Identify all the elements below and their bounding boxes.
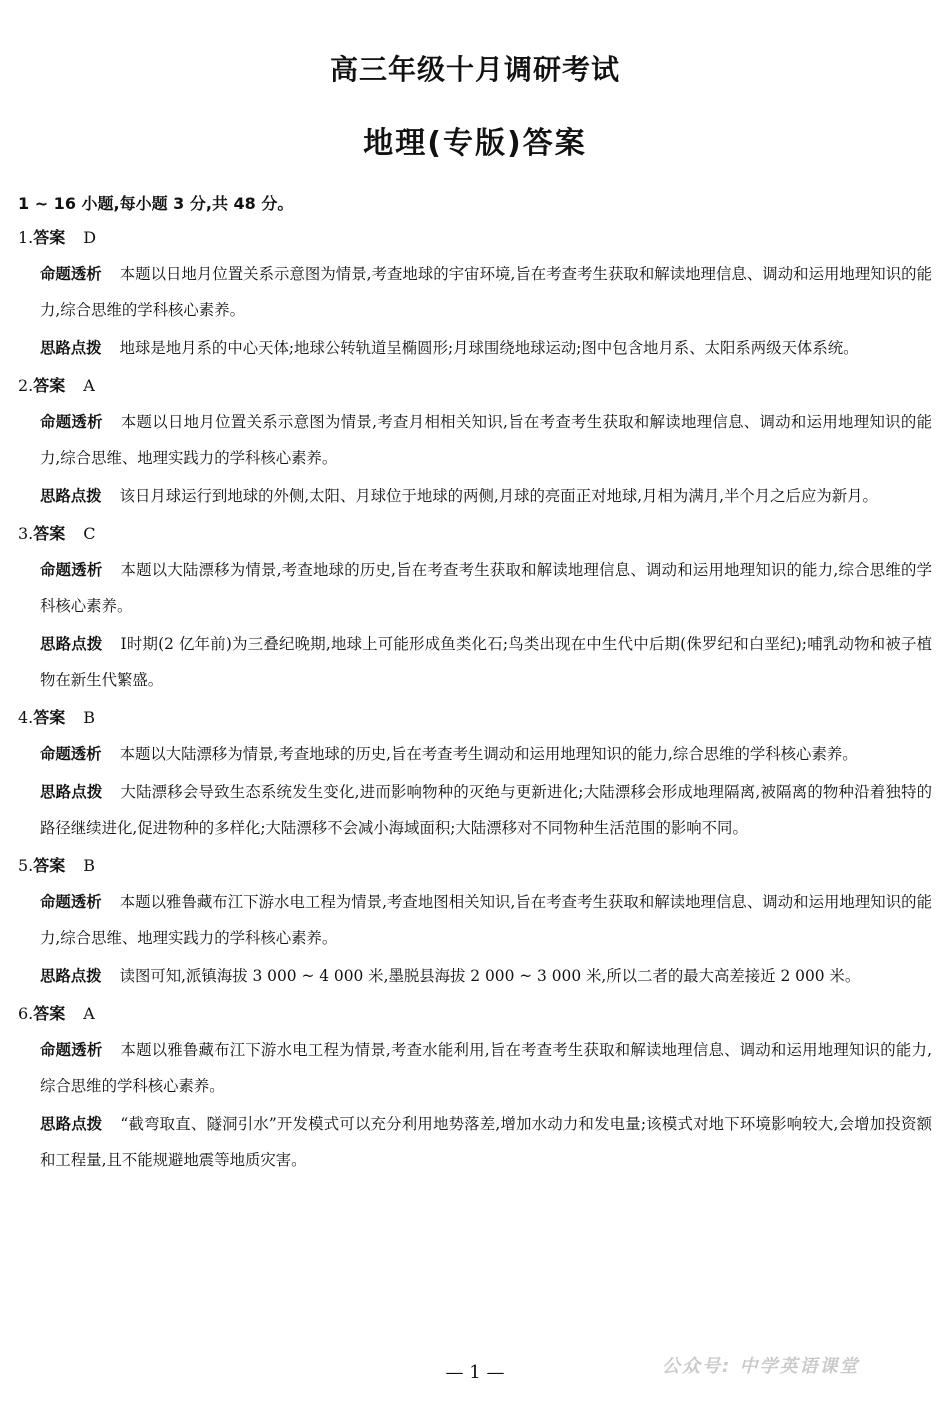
question-number: 6.	[18, 1004, 34, 1023]
answer-value: C	[83, 524, 96, 543]
approach-label: 思路点拨	[40, 635, 103, 653]
question-header	[18, 996, 932, 1032]
analysis-label: 命题透析	[40, 1041, 103, 1059]
analysis-text: 本题以日地月位置关系示意图为情景,考查月相相关知识,旨在考查考生获取和解读地理信息、调动和运用地理知识的能力,综合思维、地理实践力的学科核心素养。	[40, 413, 932, 467]
answer-value: A	[83, 1004, 95, 1023]
approach-label: 思路点拨	[40, 967, 102, 985]
answer-content	[18, 188, 932, 1180]
analysis-label: 命题透析	[40, 265, 102, 283]
question-block	[18, 368, 932, 514]
analysis-label: 命题透析	[40, 561, 103, 579]
watermark: 公众号: 中学英语课堂	[662, 1356, 860, 1377]
question-number: 5.	[18, 856, 34, 875]
analysis-text: 本题以大陆漂移为情景,考查地球的历史,旨在考查考生获取和解读地理信息、调动和运用地理知识的能力,综合思维的学科核心素养。	[40, 561, 932, 615]
approach-text: Ⅰ时期(2 亿年前)为三叠纪晚期,地球上可能形成鱼类化石;鸟类出现在中生代中后期(侏罗纪和白垩纪);哺乳动物和被子植物在新生代繁盛。	[40, 635, 932, 689]
question-header	[18, 848, 932, 884]
analysis-label: 命题透析	[40, 413, 103, 431]
question-block	[18, 996, 932, 1178]
question-header	[18, 220, 932, 256]
question-header	[18, 516, 932, 552]
answer-label: 答案	[33, 708, 66, 727]
analysis-paragraph	[40, 552, 932, 624]
exam-title: 高三年级十月调研考试	[329, 53, 620, 86]
question-header	[18, 700, 932, 736]
approach-label: 思路点拨	[40, 1115, 103, 1133]
analysis-paragraph	[40, 1032, 932, 1104]
approach-paragraph	[40, 1106, 932, 1178]
question-number: 3.	[18, 524, 34, 543]
question-block	[18, 700, 932, 846]
answer-label: 答案	[33, 228, 66, 247]
answer-value: D	[83, 228, 97, 247]
analysis-paragraph	[40, 404, 932, 476]
answer-value: B	[83, 856, 96, 875]
approach-text: 地球是地月系的中心天体;地球公转轨道呈椭圆形;月球围绕地球运动;图中包含地月系、太阳系两级天体系统。	[119, 339, 859, 357]
section-intro: 1 ~ 16 小题,每小题 3 分,共 48 分。	[18, 194, 294, 213]
answer-label: 答案	[33, 376, 66, 395]
analysis-text: 本题以雅鲁藏布江下游水电工程为情景,考查水能利用,旨在考查考生获取和解读地理信息、调动和运用地理知识的能力,综合思维的学科核心素养。	[40, 1041, 932, 1095]
approach-text: 该日月球运行到地球的外侧,太阳、月球位于地球的两侧,月球的亮面正对地球,月相为满月,半个月之后应为新月。	[119, 487, 878, 505]
approach-paragraph	[40, 330, 932, 366]
analysis-text: 本题以大陆漂移为情景,考查地球的历史,旨在考查考生调动和运用地理知识的能力,综合思维的学科核心素养。	[119, 745, 858, 763]
exam-subtitle: 地理(专版)答案	[363, 126, 587, 161]
answer-label: 答案	[33, 524, 66, 543]
question-number: 1.	[18, 228, 34, 247]
approach-paragraph	[40, 774, 932, 846]
approach-paragraph	[40, 626, 932, 698]
analysis-paragraph	[40, 256, 932, 328]
analysis-paragraph	[40, 884, 932, 956]
analysis-label: 命题透析	[40, 745, 102, 763]
analysis-label: 命题透析	[40, 893, 102, 911]
answer-value: A	[83, 376, 95, 395]
page-number: — 1 —	[445, 1362, 505, 1383]
analysis-paragraph	[40, 736, 932, 772]
approach-label: 思路点拨	[40, 339, 102, 357]
question-number: 2.	[18, 376, 34, 395]
answer-value: B	[83, 708, 96, 727]
approach-label: 思路点拨	[40, 487, 102, 505]
approach-text: 读图可知,派镇海拔 3 000 ~ 4 000 米,墨脱县海拔 2 000 ~ 3 000 米,所以二者的最大高差接近 2 000 米。	[119, 967, 861, 985]
question-block	[18, 220, 932, 366]
approach-paragraph	[40, 958, 932, 994]
question-number: 4.	[18, 708, 34, 727]
question-block	[18, 516, 932, 698]
analysis-text: 本题以雅鲁藏布江下游水电工程为情景,考查地图相关知识,旨在考查考生获取和解读地理信息、调动和运用地理知识的能力,综合思维、地理实践力的学科核心素养。	[40, 893, 932, 947]
answer-label: 答案	[33, 856, 66, 875]
approach-label: 思路点拨	[40, 783, 103, 801]
answer-label: 答案	[33, 1004, 66, 1023]
analysis-text: 本题以日地月位置关系示意图为情景,考查地球的宇宙环境,旨在考查考生获取和解读地理信息、调动和运用地理知识的能力,综合思维的学科核心素养。	[40, 265, 932, 319]
approach-text: 大陆漂移会导致生态系统发生变化,进而影响物种的灭绝与更新进化;大陆漂移会形成地理隔离,被隔离的物种沿着独特的路径继续进化,促进物种的多样化;大陆漂移不会减小海域面积;大陆漂移对不同物种生活范围的影响不同。	[40, 783, 932, 837]
approach-paragraph	[40, 478, 932, 514]
question-header	[18, 368, 932, 404]
question-block	[18, 848, 932, 994]
approach-text: “截弯取直、隧洞引水”开发模式可以充分利用地势落差,增加水动力和发电量;该模式对地下环境影响较大,会增加投资额和工程量,且不能规避地震等地质灾害。	[40, 1115, 932, 1169]
